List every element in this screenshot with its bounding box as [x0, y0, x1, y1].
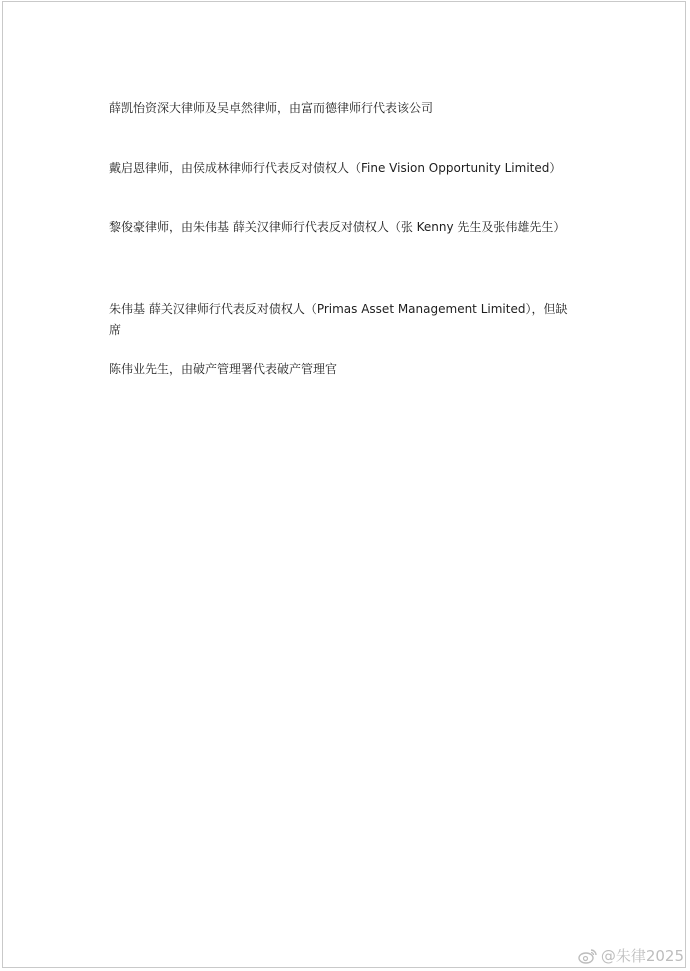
- watermark: [578, 947, 684, 965]
- paragraph-kenny-counsel: 黎俊豪律师，由朱伟基 薛关汉律师行代表反对债权人（张 Kenny 先生及张伟雄先生）: [109, 220, 566, 234]
- watermark-text: @朱律2025: [600, 947, 684, 965]
- paragraph-fine-vision-counsel: 戴启恩律师，由侯成林律师行代表反对债权人（Fine Vision Opportunity Limited）: [109, 161, 562, 175]
- paragraph-company-counsel: 薛凯怡资深大律师及吴卓然律师，由富而德律师行代表该公司: [109, 101, 434, 115]
- document-page: [2, 1, 686, 968]
- paragraph-official-receiver: 陈伟业先生，由破产管理署代表破产管理官: [109, 362, 338, 376]
- paragraph-primas-counsel: 朱伟基 薛关汉律师行代表反对债权人（Primas Asset Management Limited），但缺席: [109, 302, 568, 337]
- weibo-icon: [578, 948, 598, 964]
